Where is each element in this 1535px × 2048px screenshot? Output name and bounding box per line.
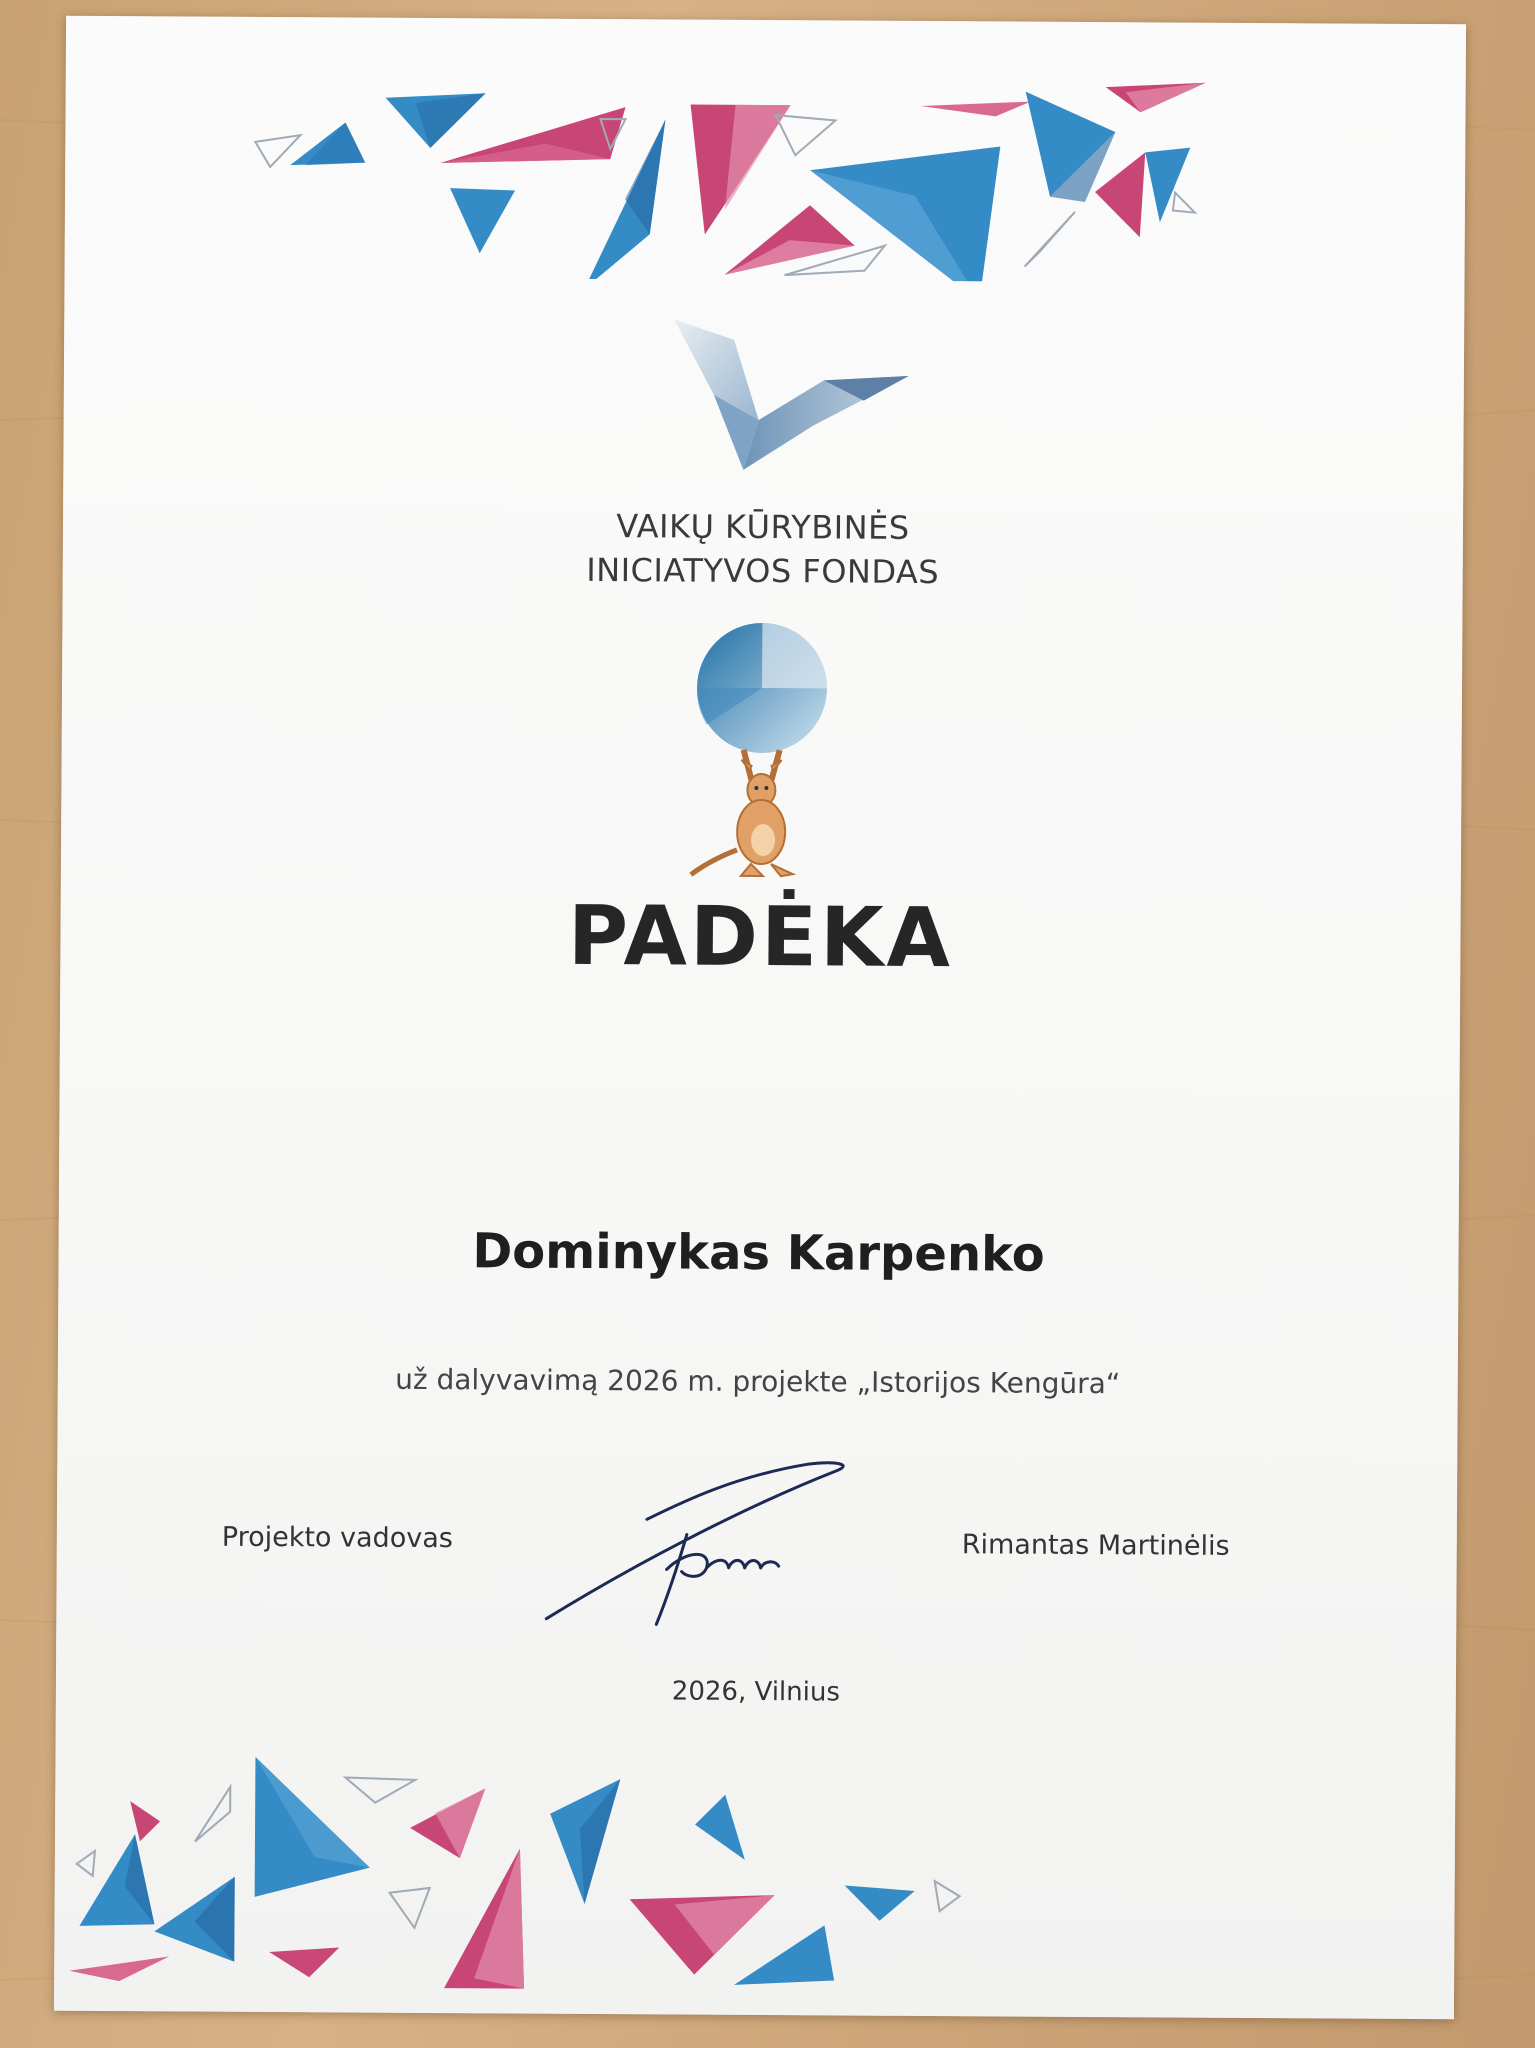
bottom-triangle-decoration [54, 1716, 1456, 2020]
kangaroo-holding-globe-icon [671, 619, 853, 880]
top-triangle-decoration [65, 16, 1467, 285]
recipient-name: Dominykas Karpenko [472, 1223, 1045, 1283]
handwritten-signature [536, 1449, 877, 1631]
place-and-date: 2026, Vilnius [671, 1676, 841, 1708]
origami-bird-icon [663, 299, 914, 491]
certificate-sheet [54, 16, 1466, 2020]
signatory-role: Projekto vadovas [221, 1521, 453, 1555]
citation-text: už dalyvavimą 2026 m. projekte „Istorijos Kengūra“ [395, 1362, 1121, 1401]
organization-name-line2: INICIATYVOS FONDAS [586, 550, 940, 592]
signatory-name: Rimantas Martinėlis [961, 1529, 1230, 1562]
organization-name-line1: VAIKŲ KŪRYBINĖS [616, 507, 910, 547]
certificate-title: PADĖKA [567, 888, 954, 987]
